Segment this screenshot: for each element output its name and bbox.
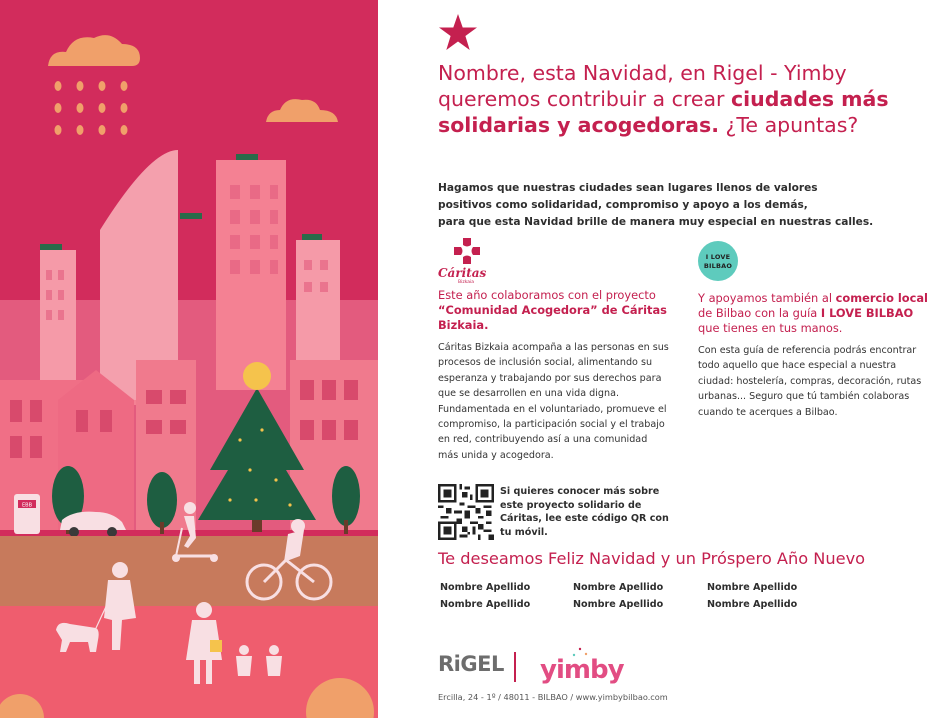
ilovebilbao-column [698,236,930,420]
city-scene [0,0,378,718]
headline-bold: ciudades más solidarias y acogedoras. [438,87,889,137]
ilovebilbao-title-part: Y apoyamos también al [698,291,836,305]
signature-name: Nombre Apellido [707,582,798,593]
caritas-column [438,236,670,463]
ev-charger-icon [14,494,40,534]
yimby-logo [538,646,638,688]
ilovebilbao-body: Con esta guía de referencia podrás encontrar todo aquello que hace especial a nuestra ciudad: hostelería, compras, decoración, rutas urbanas... Seguro que tú también colaboras cuando te acerques a Bilbao. [698,345,922,418]
caritas-body: Cáritas Bizkaia acompaña a las personas en sus procesos de inclusión social, alimentando su esperanza y trabajando por sus derechos para que se desarrollen en una vida digna. Fundamentada en el voluntariado, promueve el compromiso, la participación social y el trabajo en red, contribuyendo así a una comunidad más unida y acogedora. [438,342,669,461]
qr-code-icon[interactable] [438,484,494,540]
ilovebilbao-logo-line1: I LOVE [705,253,731,261]
ilovebilbao-logo [698,241,738,281]
caritas-logo-word: Cáritas [438,266,487,280]
ilovebilbao-title-part: que tienes en tus manos. [698,321,843,335]
ilovebilbao-title [698,291,930,336]
charger-label: EBB [21,502,33,509]
caritas-cross-icon [452,236,482,266]
intro-line: Hagamos que nuestras ciudades sean lugares llenos de valores [438,182,818,194]
caritas-title-plain: Este año colaboramos con el proyecto [438,288,656,302]
signature-name: Nombre Apellido [440,599,531,610]
qr-block [438,484,678,540]
greeting-content [378,0,945,718]
rigel-logo: RiGEL [438,652,504,676]
intro-line: positivos como solidaridad, compromiso y apoyo a los demás, [438,199,808,211]
logo-divider [514,652,516,682]
headline-part2: ¿Te apuntas? [719,113,859,137]
intro-line: para que esta Navidad brille de manera muy especial en nuestras calles. [438,216,874,228]
ilovebilbao-title-bold: I LOVE BILBAO [820,306,914,320]
ilovebilbao-title-bold: comercio local [835,291,928,305]
signature-name: Nombre Apellido [573,582,664,593]
headline [438,60,918,138]
qr-text: Si quieres conocer más sobre este proyecto solidario de Cáritas, lee este código QR con tu móvil. [500,486,669,538]
caritas-title [438,288,670,333]
headline-part1: Nombre, esta Navidad, en Rigel - Yimby queremos contribuir a crear [438,61,847,111]
ilovebilbao-logo-line2: BILBAO [703,262,733,270]
caritas-title-bold: “Comunidad Acogedora” de Cáritas Bizkaia. [438,303,667,332]
signature-name: Nombre Apellido [440,582,531,593]
brand-logos [438,648,738,688]
ilovebilbao-title-part: de Bilbao con la guía [698,306,821,320]
city-illustration [0,0,378,718]
signature-name: Nombre Apellido [573,599,664,610]
intro-paragraph [438,180,908,231]
address-line: Ercilla, 24 - 1º / 48011 - BILBAO / www.yimbybilbao.com [438,692,668,702]
signature-name: Nombre Apellido [707,599,798,610]
yimby-wordmark: yimby [540,655,624,685]
caritas-logo [438,236,670,288]
holiday-wish: Te deseamos Feliz Navidad y un Próspero Año Nuevo [438,549,866,568]
star-icon [438,13,478,53]
caritas-logo-sub: Bizkaia [458,280,474,285]
